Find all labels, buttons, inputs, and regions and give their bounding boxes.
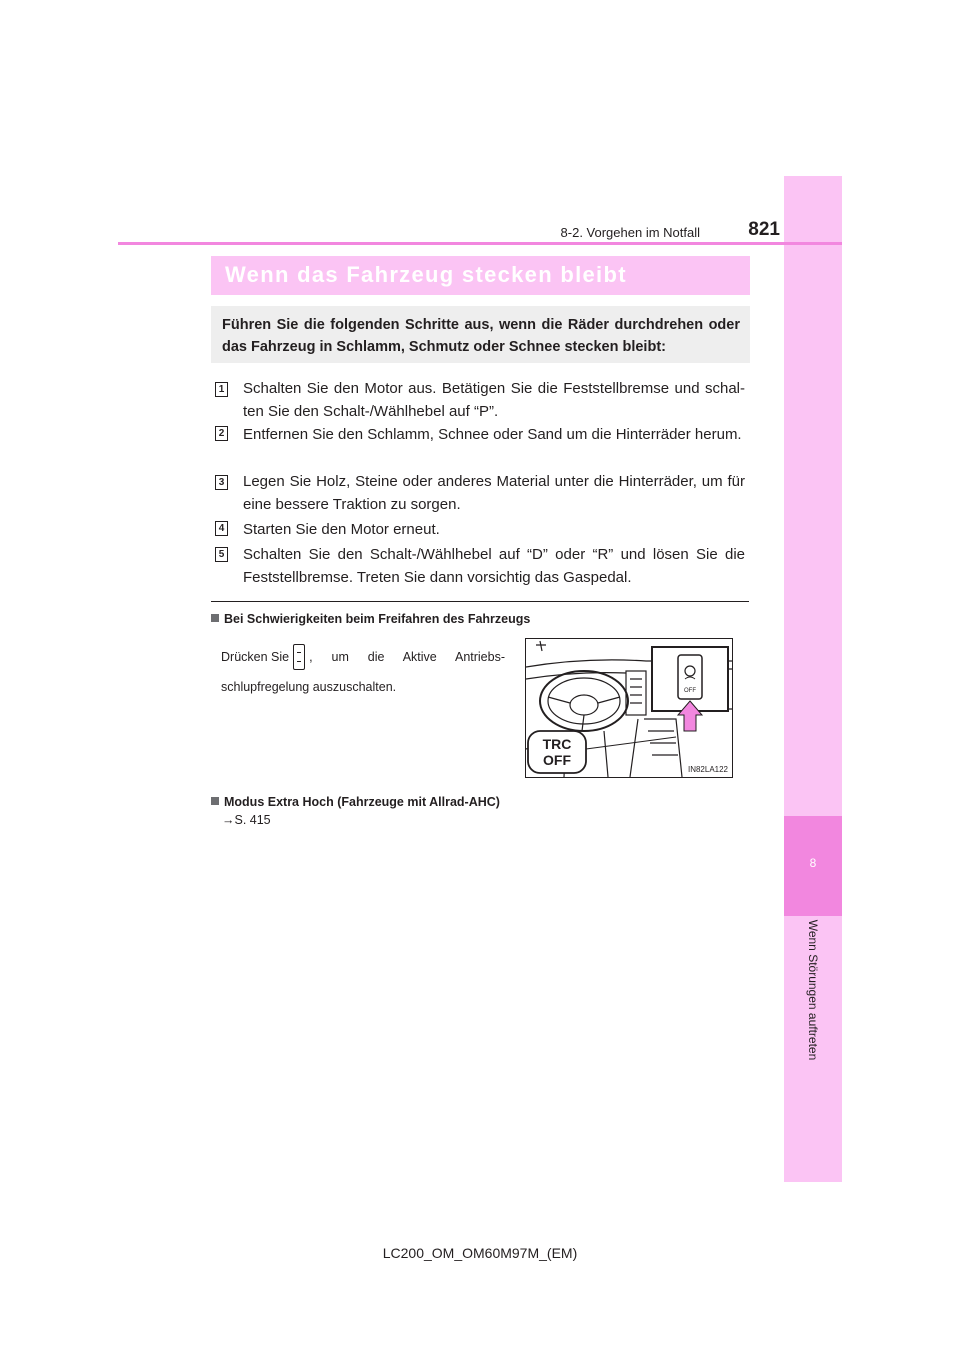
step-text: Schalten Sie den Motor aus. Betätigen Sie die Feststellbremse und schal-ten Sie den Schalt-/Wählhebel auf “P”.	[243, 380, 745, 420]
dashboard-illustration	[525, 638, 733, 778]
page-reference: →S. 415	[222, 813, 271, 827]
note-body	[221, 642, 505, 702]
square-bullet-icon	[211, 614, 219, 622]
section-header: 8-2. Vorgehen im Notfall	[560, 225, 700, 240]
note-first-line	[221, 642, 505, 672]
step-text: Entfernen Sie den Schlamm, Schnee oder Sand um die Hinterräder herum.	[243, 426, 742, 443]
footer-document-code: LC200_OM_OM60M97M_(EM)	[382, 1245, 578, 1261]
step-text: Legen Sie Holz, Steine oder anderes Material unter die Hinterräder, um für eine bessere Traktion zu sorgen.	[243, 473, 745, 513]
intro-text: Führen Sie die folgenden Schritte aus, wenn die Räder durchdrehen oder das Fahrzeug in Schlamm, Schmutz oder Schnee stecken bleibt:	[222, 317, 740, 355]
dashboard-drawing	[526, 639, 732, 777]
page-number: 821	[748, 219, 780, 240]
step-number: 4	[215, 521, 228, 536]
chapter-number: 8	[809, 856, 817, 870]
step-number: 5	[215, 547, 228, 562]
section-divider	[211, 601, 749, 602]
figure-code: IN82LA122	[687, 765, 728, 774]
square-bullet-icon	[211, 797, 219, 805]
trc-off-switch-icon	[293, 644, 305, 670]
note-text-before: Drücken Sie	[221, 650, 290, 664]
step-number: 3	[215, 475, 228, 490]
note-text-after-line1: , um die Aktive Antriebs-	[309, 650, 505, 664]
step-number: 2	[215, 426, 228, 441]
switch-off-label: OFF	[684, 688, 696, 694]
note-text-after-line2: schlupfregelung auszuschalten.	[221, 680, 397, 694]
note-heading	[211, 795, 500, 809]
step-text: Starten Sie den Motor erneut.	[243, 521, 440, 538]
chapter-title: Wenn Störungen auftreten	[806, 919, 820, 1061]
callout-off-label: OFF	[543, 752, 571, 768]
step-number: 1	[215, 382, 228, 397]
note-heading-text: Bei Schwierigkeiten beim Freifahren des Fahrzeugs	[224, 612, 531, 626]
note-heading	[211, 612, 530, 626]
header-rule	[118, 242, 842, 245]
note-heading-text: Modus Extra Hoch (Fahrzeuge mit Allrad-AHC)	[224, 795, 500, 809]
page-title: Wenn das Fahrzeug stecken bleibt	[225, 262, 627, 287]
step-text: Schalten Sie den Schalt-/Wählhebel auf “D” oder “R” und lösen Sie die Feststellbremse. Treten Sie dann vorsichtig das Gaspedal.	[243, 546, 745, 586]
callout-trc-label: TRC	[542, 736, 572, 752]
